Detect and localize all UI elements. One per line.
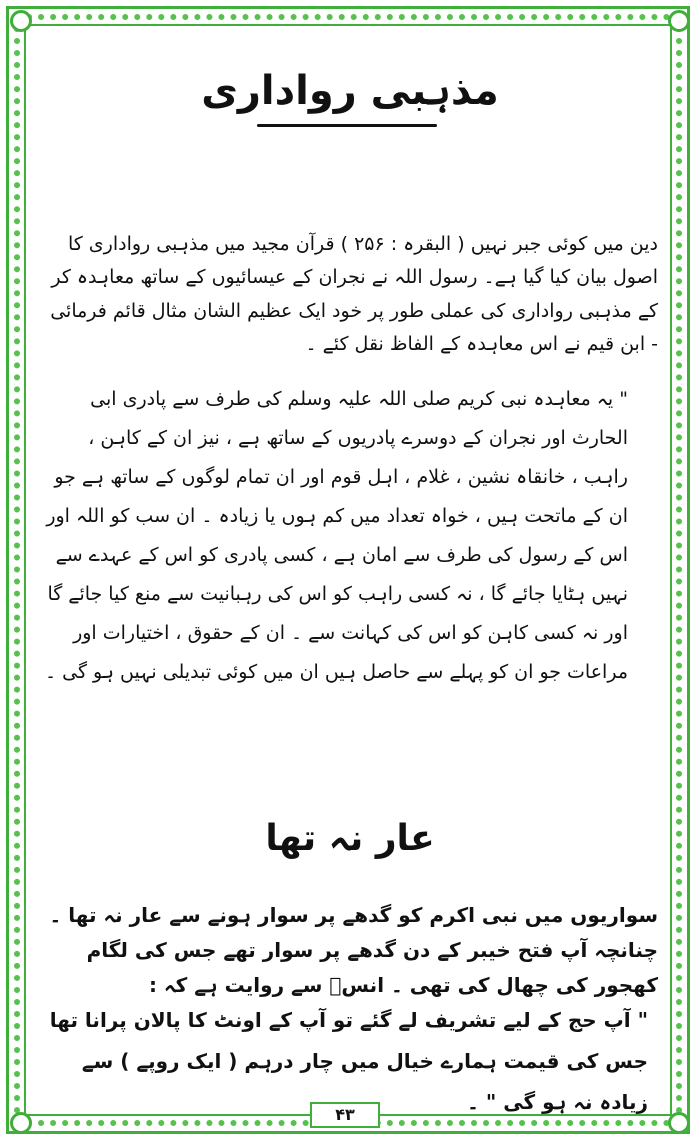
page-number: ۴۳	[310, 1102, 380, 1128]
page-content	[42, 40, 658, 1114]
corner-ornament-icon	[668, 1112, 690, 1134]
corner-ornament-icon	[10, 1112, 32, 1134]
corner-ornament-icon	[10, 10, 32, 32]
quote-najran-treaty: " یہ معاہدہ نبی کریم صلی اللہ علیہ وسلم کی طرف سے پادری ابی الحارث اور نجران کے دوسرے پادریوں کے ساتھ ہے ، نیز ان کے کاہن ، راہب ، خانقاہ نشین ، غلام ، اہل قوم اور ان تمام لوگوں کے ساتھ ہے جو ان کے ماتحت ہیں ، خواہ تعداد میں کم ہوں یا زیادہ ۔ ان سب کو اللہ اور اس کے رسول کی طرف سے امان ہے ، کسی پادری کو اس کے عہدے سے نہیں ہٹایا جائے گا ، نہ کسی راہب کو اس کی رہبانیت سے منع کیا جائے گا اور نہ کسی کاہن کو اس کی کہانت سے ۔ ان کے حقوق ، اختیارات اور مراعات جو ان کو پہلے سے حاصل ہیں ان میں کوئی تبدیلی نہیں ہو گی ۔	[44, 388, 628, 683]
paragraph-no-shame: سواریوں میں نبی اکرم کو گدھے پر سوار ہونے سے عار نہ تھا ۔ چنانچہ آپ فتح خیبر کے دن گدھے پر سوار تھے جس کی لگام کھجور کی چھال کی تھی ۔ انسؓ سے روایت ہے کہ :	[49, 903, 658, 997]
section-heading: عار نہ تھا	[265, 818, 435, 859]
title-underline	[257, 124, 437, 127]
corner-ornament-icon	[668, 10, 690, 32]
quote-hajj-saddle: " آپ حج کے لیے تشریف لے گئے تو آپ کے اونٹ کا پالان پرانا تھا جس کی قیمت ہمارے خیال میں چار درہم ( ایک روپے ) سے زیادہ نہ ہو گی " ۔	[49, 1008, 648, 1114]
paragraph-religious-tolerance: دین میں کوئی جبر نہیں ( البقرہ : ۲۵۶ ) قرآن مجید میں مذہبی رواداری کا اصول بیان کیا گیا ہے۔ رسول اللہ نے نجران کے عیسائیوں کے ساتھ معاہدہ کر کے مذہبی رواداری کی عملی طور پر خود ایک عظیم الشان مثال قائم فرمائی - ابن قیم نے اس معاہدہ کے الفاظ نقل کئے ۔	[50, 233, 658, 355]
page-title: مذہبی رواداری	[201, 68, 499, 114]
